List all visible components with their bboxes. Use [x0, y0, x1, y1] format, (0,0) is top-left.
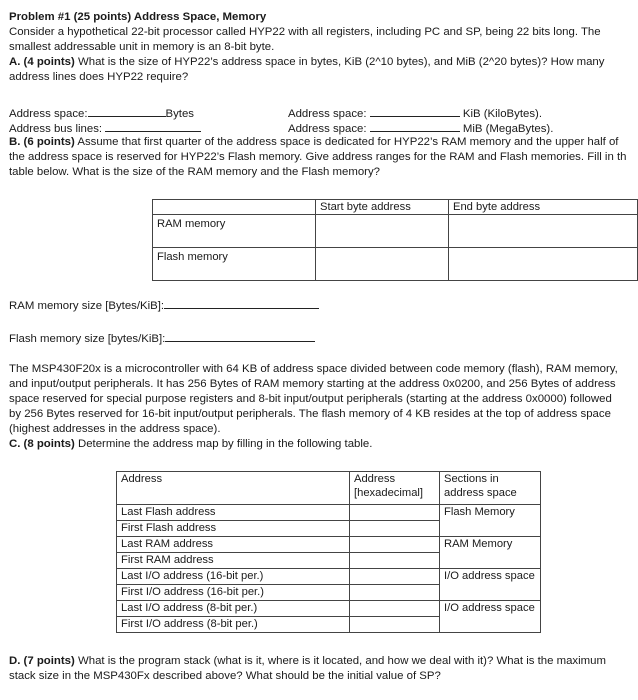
part-a-label: A. (4 points) [9, 56, 75, 68]
ram-end-cell[interactable] [449, 215, 638, 248]
part-b-question-line-2: the address space is reserved for HYP22’s Flash memory. Give address ranges for the RAM and Flash memories. Fill in th [9, 151, 627, 163]
msp-paragraph-line-5: (highest addresses in the address space). [9, 423, 221, 435]
row-section-label [440, 585, 541, 601]
row-section-label [440, 553, 541, 569]
address-space-kib-blank[interactable] [370, 105, 460, 117]
msp-paragraph-line-2: and input/output peripherals. It has 256 Bytes of RAM memory starting at the address 0x0200, and 256 Bytes of address [9, 378, 616, 390]
ram-size-row: RAM memory size [Bytes/KiB]: [9, 297, 319, 314]
row-hex-cell[interactable] [350, 553, 440, 569]
table-row [117, 601, 541, 617]
part-d-question-line-2: stack size in the MSP430Fx described above? What should be the initial value of SP? [9, 670, 441, 682]
row-section-label: RAM Memory [440, 537, 541, 553]
problem-intro-line-1: Consider a hypothetical 22-bit processor called HYP22 with all registers, including PC and SP, being 22 bits long. The [9, 26, 601, 38]
row-hex-cell[interactable] [350, 601, 440, 617]
address-map-header-row [117, 472, 541, 505]
address-space-bytes-blank[interactable] [88, 105, 166, 117]
header-empty-cell [153, 200, 316, 215]
row-address-label: First RAM address [117, 553, 350, 569]
row-hex-cell[interactable] [350, 569, 440, 585]
part-b-label: B. (6 points) [9, 136, 75, 148]
header-address-hex: Address [hexadecimal] [350, 472, 440, 505]
part-d-label: D. (7 points) [9, 655, 75, 667]
row-address-label: Last I/O address (8-bit per.) [117, 601, 350, 617]
flash-size-row: Flash memory size [bytes/KiB]: [9, 330, 315, 347]
problem-intro-line-2: smallest addressable unit in memory is an 8-bit byte. [9, 41, 275, 53]
row-section-label: I/O address space [440, 601, 541, 617]
part-c-label: C. (8 points) [9, 438, 75, 450]
address-bus-lines-blank[interactable] [105, 120, 201, 132]
address-bus-lines-row: Address bus lines: [9, 120, 201, 137]
part-c-question: C. (8 points) Determine the address map by filling in the following table. [9, 438, 373, 450]
msp-paragraph-line-1: The MSP430F20x is a microcontroller with 64 KB of address space divided between code memory (flash), RAM memory, [9, 363, 618, 375]
part-d-question-line-1: D. (7 points) What is the program stack (what is it, where is it located, and how we deal with it)? What is the maximum [9, 655, 606, 667]
row-address-label: Last RAM address [117, 537, 350, 553]
msp-paragraph-line-3: space reserved for special purpose registers and 8-bit input/output peripherals (starting at the address 0x0000) followed [9, 393, 612, 405]
flash-size-blank[interactable] [165, 330, 315, 342]
ram-start-cell[interactable] [316, 215, 449, 248]
row-hex-cell[interactable] [350, 521, 440, 537]
address-space-mib-row: Address space: MiB (MegaBytes). [288, 120, 553, 137]
table-row [117, 553, 541, 569]
flash-end-cell[interactable] [449, 248, 638, 281]
table-row [117, 521, 541, 537]
memory-range-table [152, 199, 638, 281]
row-section-label: I/O address space [440, 569, 541, 585]
row-address-label: First I/O address (8-bit per.) [117, 617, 350, 633]
ram-size-blank[interactable] [164, 297, 319, 309]
header-address: Address [117, 472, 350, 505]
row-section-label [440, 617, 541, 633]
row-address-label: First Flash address [117, 521, 350, 537]
table-row [117, 617, 541, 633]
row-address-label: Last I/O address (16-bit per.) [117, 569, 350, 585]
table-row [117, 585, 541, 601]
address-space-kib-row: Address space: KiB (KiloBytes). [288, 105, 542, 122]
header-end-byte: End byte address [449, 200, 638, 215]
table-row [117, 537, 541, 553]
header-start-byte: Start byte address [316, 200, 449, 215]
problem-title: Problem #1 (25 points) Address Space, Memory [9, 11, 267, 23]
address-space-mib-blank[interactable] [370, 120, 460, 132]
part-b-question-line-1: B. (6 points) Assume that first quarter of the address space is dedicated for HYP22’s RAM memory and the upper half of [9, 136, 619, 148]
row-hex-cell[interactable] [350, 505, 440, 521]
part-a-question-line-1: A. (4 points) What is the size of HYP22’s address space in bytes, KiB (2^10 bytes), and MiB (2^20 bytes)? How many [9, 56, 605, 68]
ram-memory-label: RAM memory [153, 215, 316, 248]
part-a-question-line-2: address lines does HYP22 require? [9, 71, 189, 83]
table-row [153, 215, 638, 248]
memory-range-header-row [153, 200, 638, 215]
address-map-table [116, 471, 541, 633]
table-row [117, 569, 541, 585]
row-hex-cell[interactable] [350, 585, 440, 601]
flash-start-cell[interactable] [316, 248, 449, 281]
row-hex-cell[interactable] [350, 537, 440, 553]
row-section-label: Flash Memory [440, 505, 541, 521]
flash-memory-label: Flash memory [153, 248, 316, 281]
header-sections: Sections in address space [440, 472, 541, 505]
table-row [117, 505, 541, 521]
row-section-label [440, 521, 541, 537]
table-row [153, 248, 638, 281]
address-space-bytes-row: Address space: Bytes [9, 105, 194, 122]
part-b-question-line-3: table below. What is the size of the RAM memory and the Flash memory? [9, 166, 380, 178]
row-address-label: First I/O address (16-bit per.) [117, 585, 350, 601]
msp-paragraph-line-4: by 256 Bytes reserved for 16-bit input/output peripherals. The flash memory of 4 KB resides at the top of address space [9, 408, 611, 420]
row-address-label: Last Flash address [117, 505, 350, 521]
row-hex-cell[interactable] [350, 617, 440, 633]
